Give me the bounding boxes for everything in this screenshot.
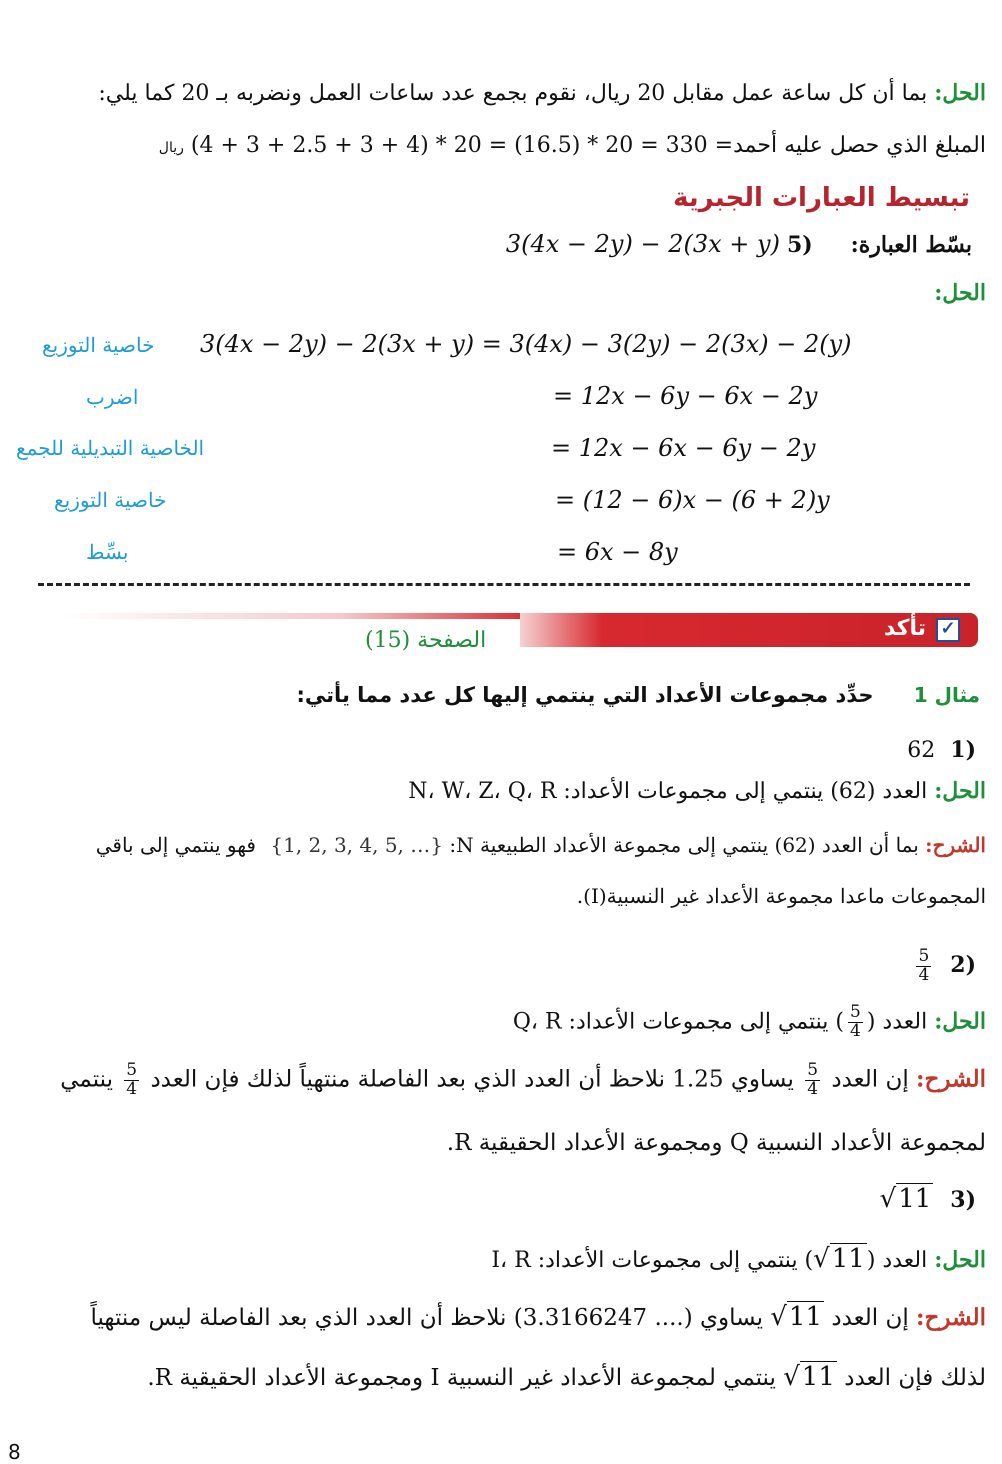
item-3-solution-text-b: ) ينتمي إلى مجموعات الأعداد: I، R <box>491 1248 814 1273</box>
solution-fraction: $\frac{5}{4}$ <box>850 1002 861 1041</box>
example-label: مثال 1 <box>913 683 980 707</box>
intro-text-2-prefix: المبلغ الذي حصل عليه أحمد= <box>714 133 986 158</box>
step-2-reason: اضرب <box>86 385 139 409</box>
item-3-explanation-b: يساوي (.... 3.3166247) نلاحظ أن العدد الذي بعد الفاصلة ليس منتهياً <box>90 1305 764 1331</box>
section-heading: تبسيط العبارات الجبرية <box>673 183 970 213</box>
natural-set: {1, 2, 3, 4, 5, …} <box>270 833 443 857</box>
page-number: 8 <box>8 1440 21 1464</box>
explanation-fraction-2: $\frac{5}{4}$ <box>126 1060 138 1099</box>
problem-5 <box>506 230 972 258</box>
item-2-solution-label: الحل: <box>934 1008 986 1035</box>
step-3-expression: = 12x − 6x − 6y − 2y <box>551 434 816 462</box>
item-1-number: 1) <box>950 737 976 763</box>
intro-expression: (4 + 3 + 2.5 + 3 + 4) * 20 = (16.5) * 20 = 330 <box>190 133 708 158</box>
item-1-heading <box>907 737 976 763</box>
intro-line-1 <box>98 80 986 106</box>
example-prompt: حدِّد مجموعات الأعداد التي ينتمي إليها كل عدد مما يأتي: <box>296 683 874 707</box>
five-quarters-fraction: $\frac{5}{4}$ <box>918 946 930 985</box>
item-1-explanation-text: بما أن العدد (62) ينتمي إلى مجموعة الأعداد الطبيعية N: <box>449 833 919 857</box>
item-1-solution-label: الحل: <box>934 778 986 804</box>
section-divider <box>38 583 970 586</box>
item-2-explanation-a: إن العدد <box>831 1066 909 1093</box>
item-3-number: 3) <box>950 1187 976 1213</box>
banner-title: تأكد <box>883 616 926 641</box>
item-3-explanation-2 <box>147 1362 986 1392</box>
item-2-explanation-label: الشرح: <box>916 1065 986 1093</box>
problem-5-number: 5) <box>786 232 813 258</box>
item-3-explanation-a: إن العدد <box>831 1305 909 1331</box>
sqrt-11-heading: √11 <box>879 1184 932 1214</box>
step-1-reason: خاصية التوزيع <box>42 333 155 357</box>
item-3-solution-text-a: العدد ( <box>866 1248 928 1273</box>
intro-line-2 <box>159 133 986 158</box>
item-1-explanation-label: الشرح: <box>925 833 986 857</box>
item-3-explanation-label: الشرح: <box>916 1304 986 1331</box>
sqrt-11-explanation: √11 <box>770 1302 823 1332</box>
item-2-explanation-1 <box>60 1062 986 1099</box>
sqrt-11-explanation-2: √11 <box>783 1362 835 1392</box>
step-4-reason: خاصية التوزيع <box>54 488 167 512</box>
item-1-explanation-text-b: فهو ينتمي إلى باقي <box>95 833 256 857</box>
item-2-explanation-2: لمجموعة الأعداد النسبية Q ومجموعة الأعداد الحقيقية R. <box>446 1130 986 1156</box>
sqrt-11-solution: √11 <box>813 1244 865 1274</box>
item-3-explanation-1 <box>90 1302 986 1332</box>
check-banner <box>60 613 978 657</box>
item-1-explanation-2: المجموعات ماعدا مجموعة الأعداد غير النسبية(I). <box>576 884 986 908</box>
item-1-solution <box>408 778 986 804</box>
problem-5-expression: 3(4x − 2y) − 2(3x + y) <box>505 230 780 258</box>
intro-text-1: بما أن كل ساعة عمل مقابل 20 ريال، نقوم بجمع عدد ساعات العمل ونضربه بـ 20 كما يلي: <box>98 81 928 106</box>
checkbox-icon: ✓ <box>936 618 960 642</box>
solution-label-2: الحل: <box>934 280 986 306</box>
problem-5-label: بسّط العبارة: <box>850 232 972 258</box>
step-4-expression: = (12 − 6)x − (6 + 2)y <box>555 486 830 514</box>
step-3-reason: الخاصية التبديلية للجمع <box>16 436 205 460</box>
item-3-solution-label: الحل: <box>934 1247 986 1273</box>
step-5-expression: = 6x − 8y <box>557 538 678 566</box>
item-2-heading <box>912 948 976 985</box>
item-1-solution-text: العدد (62) ينتمي إلى مجموعات الأعداد: N، W، Z، Q، R <box>408 779 928 804</box>
solution-label: الحل: <box>934 80 986 106</box>
item-3-explanation-2b: ينتمي لمجموعة الأعداد غير النسبية I ومجموعة الأعداد الحقيقية R. <box>147 1365 776 1391</box>
item-3-explanation-2a: لذلك فإن العدد <box>844 1365 986 1391</box>
item-2-solution-text-a: العدد ( <box>866 1009 928 1035</box>
item-2-number: 2) <box>950 952 976 979</box>
step-2-expression: = 12x − 6y − 6x − 2y <box>553 382 818 410</box>
item-1-explanation-1 <box>96 833 986 857</box>
item-2-solution-text-b: ) ينتمي إلى مجموعات الأعداد: Q، R <box>512 1009 844 1035</box>
step-1-expression: 3(4x − 2y) − 2(3x + y) = 3(4x) − 3(2y) − 2(3x) − 2(y) <box>200 330 852 358</box>
item-1-value: 62 <box>907 738 936 763</box>
currency-unit: ريال <box>158 140 184 156</box>
page-reference: الصفحة (15) <box>365 628 487 653</box>
explanation-fraction-1: $\frac{5}{4}$ <box>807 1060 819 1099</box>
item-2-explanation-b: يساوي 1.25 نلاحظ أن العدد الذي بعد الفاصلة منتهياً لذلك فإن العدد <box>150 1066 794 1093</box>
item-3-solution <box>491 1244 986 1274</box>
step-5-reason: بسِّط <box>86 540 129 564</box>
example-1-heading <box>297 683 980 707</box>
item-2-solution <box>513 1004 986 1041</box>
item-2-explanation-c: ينتمي <box>60 1066 113 1093</box>
item-3-heading <box>880 1184 976 1214</box>
